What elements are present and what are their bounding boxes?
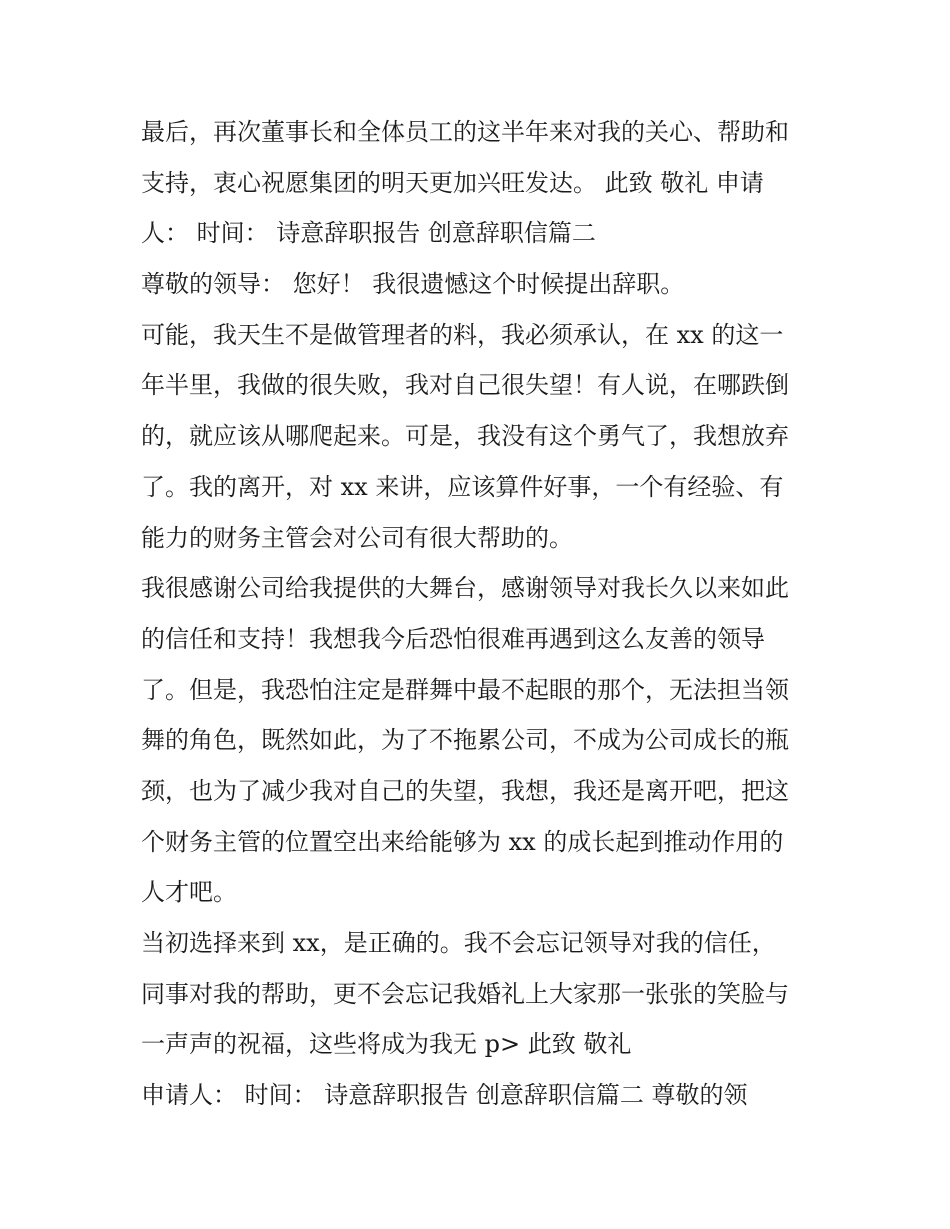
- text-line: 人才吧。: [141, 878, 237, 907]
- text-line: 可能，我天生不是做管理者的料，我必须承认，在 xx 的这一: [141, 320, 784, 349]
- text-line: 当初选择来到 xx，是正确的。我不会忘记领导对我的信任，: [141, 929, 776, 957]
- text-line: 舞的角色，既然如此，为了不拖累公司，不成为公司成长的瓶: [141, 726, 789, 755]
- text-line: 一声声的祝福，这些将成为我无 p> 此致 敬礼: [141, 1030, 632, 1059]
- text-line: 颈，也为了减少我对自己的失望，我想，我还是离开吧，把这: [141, 776, 789, 805]
- text-line: 年半里，我做的很失败，我对自己很失望！有人说，在哪跌倒: [141, 371, 789, 400]
- text-line: 个财务主管的位置空出来给能够为 xx 的成长起到推动作用的: [141, 827, 784, 856]
- text-line: 人： 时间： 诗意辞职报告 创意辞职信篇二: [141, 219, 596, 248]
- text-line: 同事对我的帮助，更不会忘记我婚礼上大家那一张张的笑脸与: [141, 979, 789, 1008]
- text-line: 我很感谢公司给我提供的大舞台，感谢领导对我长久以来如此: [141, 574, 789, 603]
- document-body: [141, 107, 821, 1121]
- text-line: 最后，再次董事长和全体员工的这半年来对我的关心、帮助和: [141, 118, 789, 146]
- text-line: 了。我的离开，对 xx 来讲，应该算件好事，一个有经验、有: [141, 472, 784, 501]
- text-line: 的信任和支持！我想我今后恐怕很难再遇到这么友善的领导: [141, 624, 765, 653]
- text-line: 能力的财务主管会对公司有很大帮助的。: [141, 523, 573, 552]
- text-line: 尊敬的领导： 您好！ 我很遗憾这个时候提出辞职。: [141, 270, 685, 299]
- text-line: 申请人： 时间： 诗意辞职报告 创意辞职信篇二 尊敬的领: [141, 1081, 748, 1110]
- text-line: 支持，衷心祝愿集团的明天更加兴旺发达。 此致 敬礼 申请: [141, 168, 764, 197]
- text-line: 的，就应该从哪爬起来。可是，我没有这个勇气了，我想放弃: [141, 422, 789, 451]
- text-line: 了。但是，我恐怕注定是群舞中最不起眼的那个，无法担当领: [141, 675, 789, 704]
